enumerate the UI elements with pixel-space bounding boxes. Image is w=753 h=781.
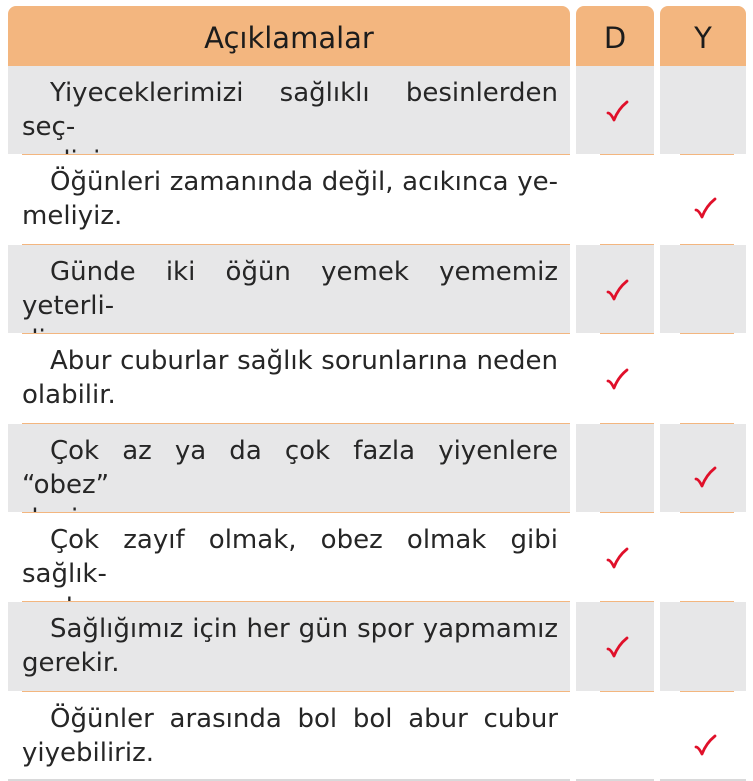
check-mark-icon: [605, 368, 629, 392]
statement-text: [8, 334, 570, 412]
header-true-label: D: [603, 21, 627, 55]
row-1-cell-y-bg: [660, 66, 746, 154]
check-mark-icon: [605, 100, 629, 124]
row-3-cell-y-bg: [660, 245, 746, 333]
row-5-cell-d-bg: [576, 424, 654, 512]
statement-line-1: Sağlığımız için her gün spor yapmamız: [50, 614, 558, 645]
header-explanation: [8, 6, 570, 66]
check-mark-icon: [693, 734, 717, 758]
statement-text: [8, 602, 570, 680]
row-7-cell-y-bg: [660, 602, 746, 690]
statement-line-2: meliyiz.: [22, 201, 123, 232]
header-explanation-label: Açıklamalar: [204, 21, 374, 55]
header-false: [660, 6, 746, 66]
statement-line-1: Günde iki öğün yemek yememiz yeterli-: [22, 256, 558, 321]
row-2-cell-d-bg: [576, 155, 654, 243]
header-false-label: Y: [694, 21, 712, 55]
header-true: [576, 6, 654, 66]
statement-line-1: Yiyeceklerimizi sağlıklı besinlerden seç-: [22, 78, 558, 142]
row-4-cell-y-bg: [660, 334, 746, 422]
statement-text: [8, 155, 570, 233]
check-mark-icon: [605, 547, 629, 571]
statement-line-1: Öğünleri zamanında değil, acıkınca ye-: [50, 167, 558, 198]
check-mark-icon: [605, 636, 629, 660]
statement-line-2: yiyebiliriz.: [22, 737, 154, 768]
row-8-cell-d-bg: [576, 692, 654, 780]
check-mark-icon: [605, 279, 629, 303]
check-mark-icon: [693, 197, 717, 221]
statement-line-1: Çok az ya da çok fazla yiyenlere “obez”: [22, 435, 558, 500]
check-mark-icon: [693, 466, 717, 490]
row-6-cell-y-bg: [660, 513, 746, 601]
statement-line-1: Çok zayıf olmak, obez olmak gibi sağlık-: [22, 525, 558, 589]
statement-line-2: gerekir.: [22, 648, 120, 679]
statement-text: [8, 692, 570, 770]
statement-line-2: olabilir.: [22, 380, 116, 411]
statement-line-1: Abur cuburlar sağlık sorunlarına neden: [50, 346, 558, 377]
statement-line-1: Öğünler arasında bol bol abur cubur: [50, 703, 558, 734]
